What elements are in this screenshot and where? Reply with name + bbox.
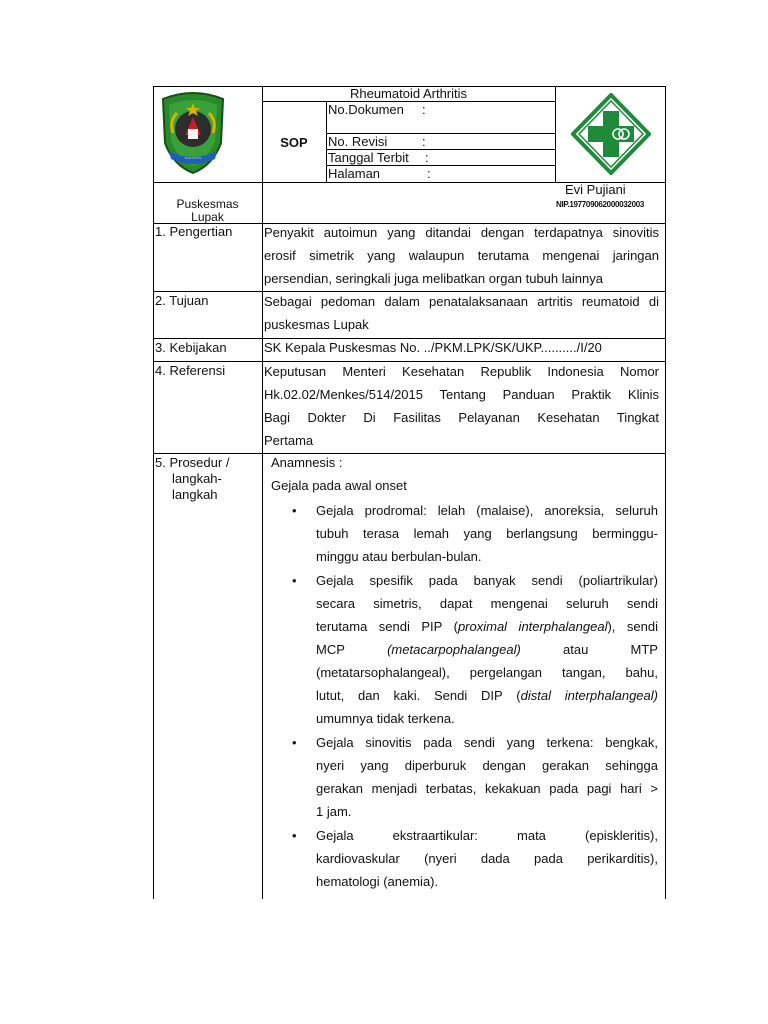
bullet3-line-4: 1 jam.	[316, 804, 352, 819]
pengertian-line-3: persendian, seringkali juga melibatkan organ tubuh lainnya	[264, 271, 603, 286]
bullet2-line-7: umumnya tidak terkena.	[316, 711, 455, 726]
document-title: Rheumatoid Arthritis	[349, 86, 468, 101]
text-span: ekstraartikular:	[392, 828, 478, 843]
italic-term: (metacarpophalangeal)	[387, 642, 521, 657]
svg-text:~~~~~: ~~~~~	[184, 156, 202, 162]
bullet2-line-1: Gejala spesifik pada banyak sendi (poliartrikular)	[316, 573, 658, 588]
field-label: Halaman	[328, 166, 381, 181]
text-span: lutut, dan kaki. Sendi DIP (	[316, 688, 521, 703]
tujuan-line-1: Sebagai pedoman dalam penatalaksanaan artritis reumatoid di	[264, 294, 659, 309]
text-span: mata	[517, 828, 546, 843]
tujuan-line-2: puskesmas Lupak	[264, 317, 369, 332]
referensi-line-1: Keputusan Menteri Kesehatan Republik Indonesia Nomor	[264, 364, 659, 379]
bullet2-line-6	[316, 684, 658, 707]
text-span: ), sendi	[607, 619, 658, 634]
org-name-line1: Puskesmas	[176, 197, 239, 211]
bullet4-line-3: hematologi (anemia).	[316, 874, 439, 889]
prosedur-heading-onset: Gejala pada awal onset	[271, 478, 407, 493]
bullet3-line-1: Gejala sinovitis pada sendi yang terkena: bengkak,	[316, 735, 658, 750]
sop-label: SOP	[280, 135, 308, 150]
section-label-kebijakan: 3. Kebijakan	[155, 340, 227, 355]
prosedur-heading-anamnesis: Anamnesis :	[271, 455, 343, 470]
bullet3-line-3: gerakan menjadi terbatas, kekakuan pada pagi hari >	[316, 781, 658, 796]
text-span: Gejala	[316, 828, 354, 843]
section-label-prosedur-2: langkah-	[172, 471, 222, 486]
section-label-tujuan: 2. Tujuan	[155, 293, 209, 308]
field-sep: :	[425, 150, 429, 165]
section-label-prosedur-3: langkah	[172, 487, 218, 502]
text-span: MCP	[316, 642, 345, 657]
field-sep: :	[422, 102, 426, 117]
section-label-referensi: 4. Referensi	[155, 363, 226, 378]
signer-nip: NIP.197709062000032003	[556, 200, 645, 209]
bullet-icon: •	[292, 573, 297, 588]
section-label-prosedur: 5. Prosedur /	[155, 455, 230, 470]
referensi-line-3: Bagi Dokter Di Fasilitas Pelayanan Kesehatan Tingkat	[264, 410, 659, 425]
kebijakan-text: SK Kepala Puskesmas No. ../PKM.LPK/SK/UKP........../I/20	[264, 340, 602, 355]
field-label: No.Dokumen	[328, 102, 404, 117]
puskesmas-cross-logo-icon	[571, 93, 651, 175]
bullet3-line-2: nyeri yang diperburuk dengan gerakan sehingga	[316, 758, 658, 773]
puskesmas-shield-emblem-icon	[155, 89, 231, 175]
pengertian-line-2: erosif simetrik yang walaupun terutama mengenai jaringan	[264, 248, 659, 263]
referensi-line-4: Pertama	[264, 433, 314, 448]
bullet4-line-2: kardiovaskular (nyeri dada pada perikarditis),	[316, 851, 658, 866]
italic-term: proximal interphalangeal	[457, 619, 608, 634]
bullet1-line-3: minggu atau berbulan-bulan.	[316, 549, 482, 564]
bullet4-line-1	[316, 824, 658, 847]
italic-term: distal interphalangeal)	[520, 688, 658, 703]
bullet-icon: •	[292, 503, 297, 518]
field-sep: :	[427, 166, 431, 181]
bullet-icon: •	[292, 828, 297, 843]
text-span: atau	[563, 642, 589, 657]
bullet2-line-3	[316, 615, 658, 638]
bullet2-line-4	[316, 638, 658, 661]
text-span: (episkleritis),	[585, 828, 658, 843]
pengertian-line-1: Penyakit autoimun yang ditandai dengan terdapatnya sinovitis	[264, 225, 659, 240]
bullet1-line-1: Gejala prodromal: lelah (malaise), anoreksia, seluruh	[316, 503, 658, 518]
section-label-pengertian: 1. Pengertian	[155, 224, 233, 239]
bullet2-line-2: secara simetris, dapat mengenai seluruh sendi	[316, 596, 658, 611]
bullet2-line-5: (metatarsophalangeal), pergelangan tangan, bahu,	[316, 665, 658, 680]
signer-name: Evi Pujiani	[565, 182, 626, 197]
bullet1-line-2: tubuh terasa lemah yang berlangsung berminggu-	[316, 526, 658, 541]
text-span: terutama sendi PIP (	[316, 619, 458, 634]
bullet-icon: •	[292, 735, 297, 750]
field-label: No. Revisi	[328, 134, 388, 149]
org-name-line2: Lupak	[191, 210, 224, 224]
field-label: Tanggal Terbit	[328, 150, 409, 165]
referensi-line-2: Hk.02.02/Menkes/514/2015 Tentang Panduan Praktik Klinis	[264, 387, 659, 402]
text-span: MTP	[630, 642, 658, 657]
field-sep: :	[422, 134, 426, 149]
